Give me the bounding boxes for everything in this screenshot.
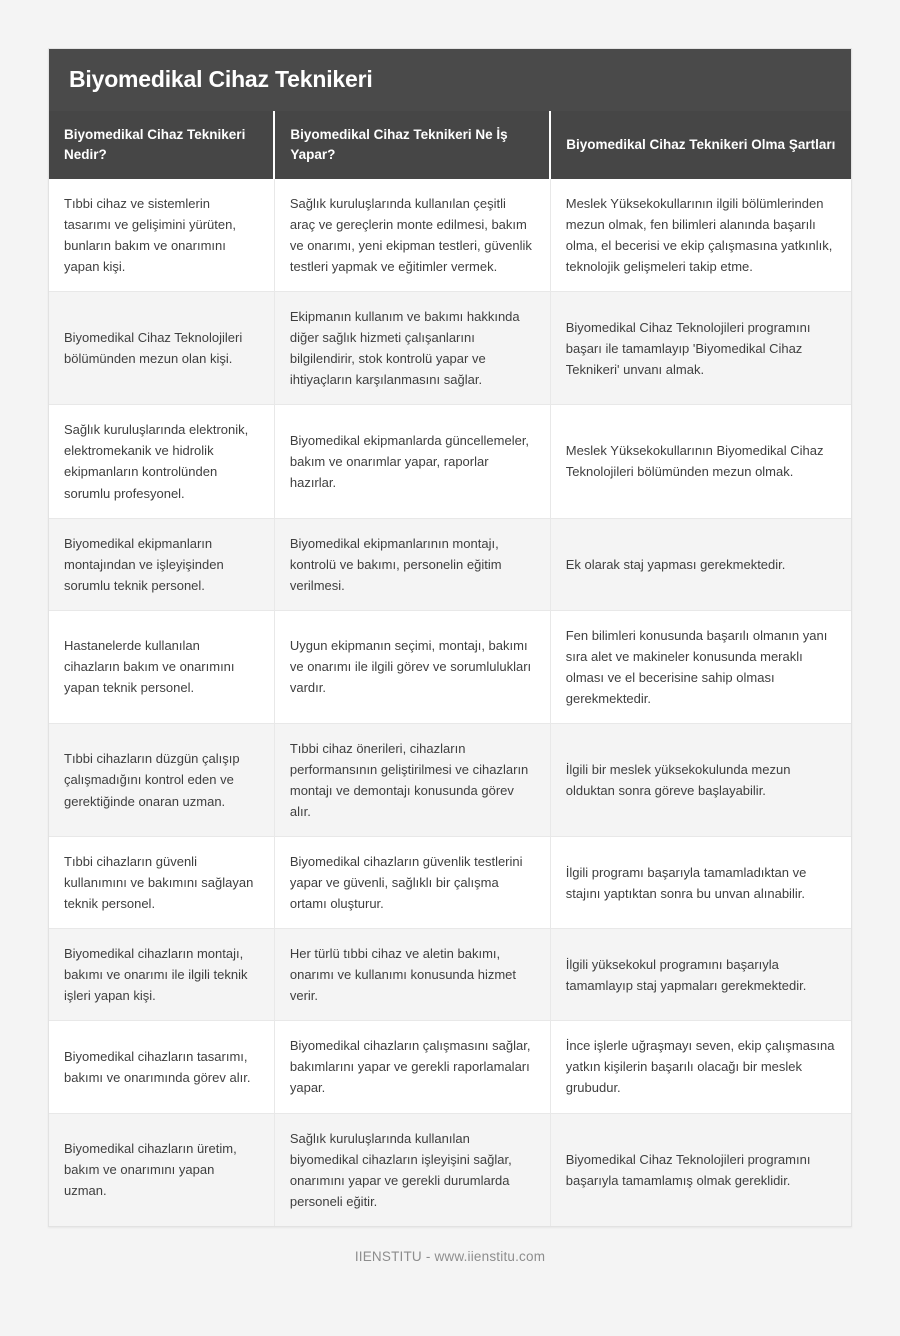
cell-nedir: Sağlık kuruluşlarında elektronik, elektromekanik ve hidrolik ekipmanların kontrolünden sorumlu profesyonel. [49,405,274,518]
cell-sartlar: Meslek Yüksekokullarının Biyomedikal Cihaz Teknolojileri bölümünden mezun olmak. [550,405,851,518]
cell-nedir: Tıbbi cihazların düzgün çalışıp çalışmadığını kontrol eden ve gerektiğinde onaran uzman. [49,723,274,836]
table-row [49,1021,851,1113]
table-row [49,837,851,929]
cell-ne-is-yapar: Biyomedikal cihazların çalışmasını sağlar, bakımlarını yapar ve gerekli raporlamaları yapar. [274,1021,550,1113]
cell-nedir: Biyomedikal cihazların montajı, bakımı ve onarımı ile ilgili teknik işleri yapan kişi. [49,929,274,1021]
content-card [48,48,852,1227]
comparison-table [49,111,851,1226]
cell-ne-is-yapar: Biyomedikal ekipmanlarının montajı, kontrolü ve bakımı, personelin eğitim verilmesi. [274,518,550,610]
cell-ne-is-yapar: Tıbbi cihaz önerileri, cihazların performansının geliştirilmesi ve cihazların montajı ve demontajı konusunda görev alır. [274,723,550,836]
cell-ne-is-yapar: Biyomedikal cihazların güvenlik testlerini yapar ve güvenli, sağlıklı bir çalışma ortamı oluşturur. [274,837,550,929]
table-head [49,111,851,179]
cell-sartlar: İnce işlerle uğraşmayı seven, ekip çalışmasına yatkın kişilerin başarılı olacağı bir meslek grubudur. [550,1021,851,1113]
cell-sartlar: İlgili programı başarıyla tamamladıktan ve stajını yaptıktan sonra bu unvan alınabilir. [550,837,851,929]
column-header-sartlar: Biyomedikal Cihaz Teknikeri Olma Şartları [550,111,851,179]
cell-sartlar: İlgili yüksekokul programını başarıyla tamamlayıp staj yapmaları gerekmektedir. [550,929,851,1021]
cell-ne-is-yapar: Uygun ekipmanın seçimi, montajı, bakımı ve onarımı ile ilgili görev ve sorumlulukları vardır. [274,610,550,723]
cell-sartlar: Ek olarak staj yapması gerekmektedir. [550,518,851,610]
cell-sartlar: Meslek Yüksekokullarının ilgili bölümlerinden mezun olmak, fen bilimleri alanında başarılı olma, el becerisi ve ekip çalışmasına yatkınlık, teknolojik gelişmeleri takip etme. [550,179,851,292]
cell-sartlar: Fen bilimleri konusunda başarılı olmanın yanı sıra alet ve makineler konusunda meraklı olması ve el becerisine sahip olması gerekmektedir. [550,610,851,723]
table-row [49,610,851,723]
page-title: Biyomedikal Cihaz Teknikeri [69,66,373,93]
footer-credit: IIENSTITU - www.iienstitu.com [354,1248,546,1264]
column-header-ne-is-yapar: Biyomedikal Cihaz Teknikeri Ne İş Yapar? [274,111,550,179]
cell-sartlar: İlgili bir meslek yüksekokulunda mezun olduktan sonra göreve başlayabilir. [550,723,851,836]
table-row [49,1113,851,1226]
cell-ne-is-yapar: Biyomedikal ekipmanlarda güncellemeler, bakım ve onarımlar yapar, raporlar hazırlar. [274,405,550,518]
cell-sartlar: Biyomedikal Cihaz Teknolojileri programını başarı ile tamamlayıp 'Biyomedikal Cihaz Teknikeri' unvanı almak. [550,292,851,405]
table-header-row [49,111,851,179]
column-header-nedir: Biyomedikal Cihaz Teknikeri Nedir? [49,111,274,179]
table-row [49,518,851,610]
cell-nedir: Tıbbi cihazların güvenli kullanımını ve bakımını sağlayan teknik personel. [49,837,274,929]
cell-nedir: Biyomedikal Cihaz Teknolojileri bölümünden mezun olan kişi. [49,292,274,405]
title-bar [49,49,851,111]
cell-nedir: Tıbbi cihaz ve sistemlerin tasarımı ve gelişimini yürüten, bunların bakım ve onarımını yapan kişi. [49,179,274,292]
cell-sartlar: Biyomedikal Cihaz Teknolojileri programını başarıyla tamamlamış olmak gereklidir. [550,1113,851,1226]
cell-ne-is-yapar: Sağlık kuruluşlarında kullanılan biyomedikal cihazların işleyişini sağlar, onarımını yapar ve gerekli durumlarda personeli eğitir. [274,1113,550,1226]
table-row [49,405,851,518]
cell-nedir: Biyomedikal cihazların üretim, bakım ve onarımını yapan uzman. [49,1113,274,1226]
cell-ne-is-yapar: Her türlü tıbbi cihaz ve aletin bakımı, onarımı ve kullanımı konusunda hizmet verir. [274,929,550,1021]
table-row [49,179,851,292]
table-row [49,723,851,836]
cell-ne-is-yapar: Sağlık kuruluşlarında kullanılan çeşitli araç ve gereçlerin monte edilmesi, bakım ve onarımı, yeni ekipman testleri, güvenlik testleri yapmak ve eğitimler vermek. [274,179,550,292]
cell-ne-is-yapar: Ekipmanın kullanım ve bakımı hakkında diğer sağlık hizmeti çalışanlarını bilgilendirir, stok kontrolü yapar ve ihtiyaçların karşılanmasını sağlar. [274,292,550,405]
table-row [49,292,851,405]
cell-nedir: Biyomedikal cihazların tasarımı, bakımı ve onarımında görev alır. [49,1021,274,1113]
cell-nedir: Biyomedikal ekipmanların montajından ve işleyişinden sorumlu teknik personel. [49,518,274,610]
table-body [49,179,851,1226]
cell-nedir: Hastanelerde kullanılan cihazların bakım ve onarımını yapan teknik personel. [49,610,274,723]
table-row [49,929,851,1021]
